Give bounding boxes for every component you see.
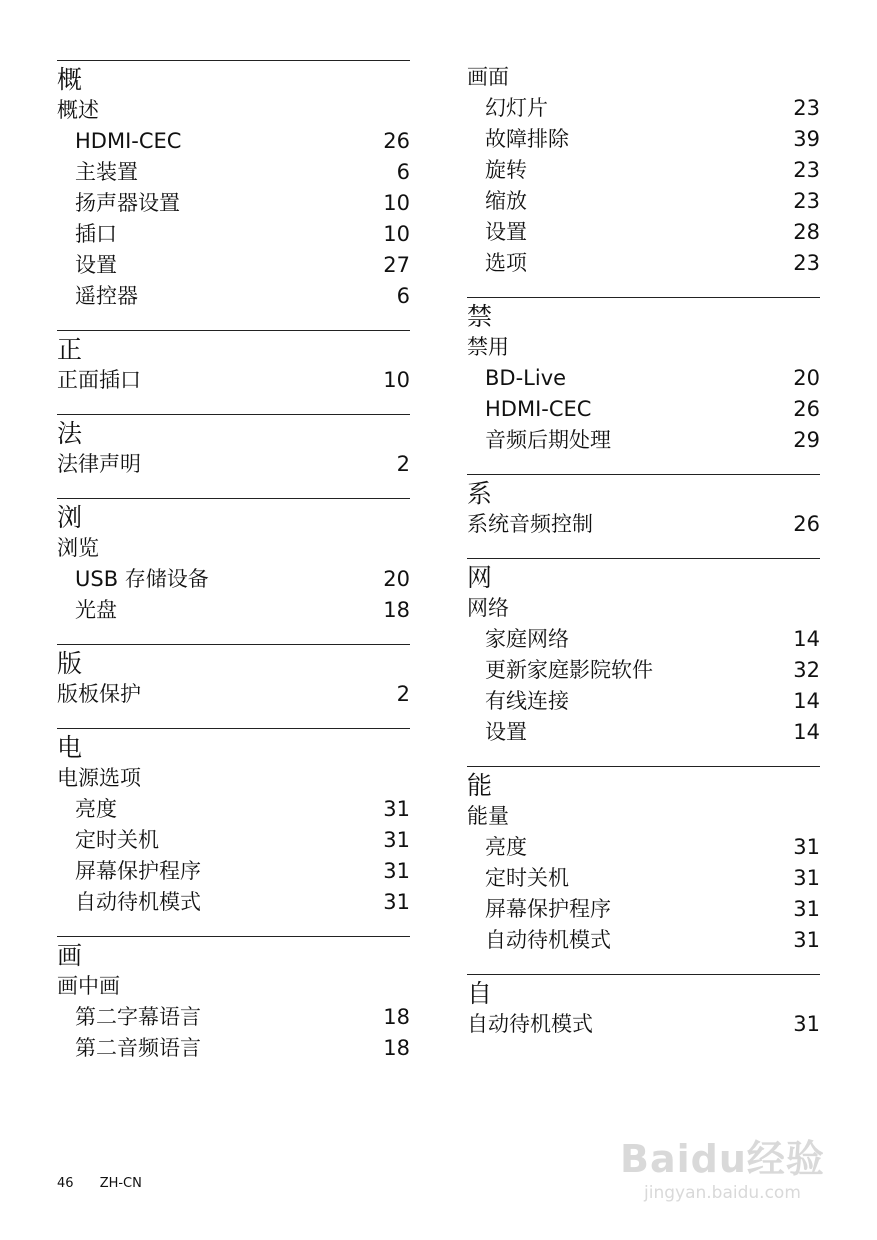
entry-label: 选项 <box>485 251 527 275</box>
entry-page-number: 23 <box>793 96 820 120</box>
index-column-right <box>467 60 820 1058</box>
index-entry <box>57 595 410 626</box>
index-heading: 画中画 <box>57 974 120 998</box>
index-entry <box>467 1009 820 1040</box>
entry-label: 自动待机模式 <box>485 928 611 952</box>
entry-label: 亮度 <box>485 835 527 859</box>
index-entry <box>57 449 410 480</box>
entry-page-number: 32 <box>793 658 820 682</box>
index-entry <box>57 219 410 250</box>
entry-page-number: 2 <box>396 682 410 706</box>
index-entry <box>467 624 820 655</box>
entry-page-number: 26 <box>793 512 820 536</box>
entry-page-number: 31 <box>793 1012 820 1036</box>
index-section <box>57 936 410 1064</box>
section-letter: 版 <box>57 649 83 678</box>
watermark-url: jingyan.baidu.com <box>644 1183 801 1203</box>
entry-label: 自动待机模式 <box>75 890 201 914</box>
entry-page-number: 10 <box>383 368 410 392</box>
entry-page-number: 18 <box>383 1036 410 1060</box>
index-section <box>467 766 820 956</box>
entry-page-number: 18 <box>383 598 410 622</box>
entry-label: 第二字幕语言 <box>75 1005 201 1029</box>
entry-page-number: 14 <box>793 720 820 744</box>
index-entry <box>467 686 820 717</box>
entry-page-number: 20 <box>383 567 410 591</box>
entry-page-number: 6 <box>396 284 410 308</box>
index-entry <box>57 365 410 396</box>
entry-page-number: 10 <box>383 222 410 246</box>
entry-label: 自动待机模式 <box>467 1012 593 1036</box>
entry-page-number: 39 <box>793 127 820 151</box>
index-section <box>467 474 820 540</box>
index-entry <box>57 1002 410 1033</box>
index-entry <box>467 186 820 217</box>
entry-page-number: 10 <box>383 191 410 215</box>
index-entry <box>467 509 820 540</box>
entry-label: HDMI-CEC <box>485 397 592 421</box>
entry-page-number: 31 <box>793 835 820 859</box>
entry-label: 设置 <box>485 220 527 244</box>
entry-label: 定时关机 <box>485 866 569 890</box>
entry-page-number: 31 <box>383 859 410 883</box>
entry-label: 家庭网络 <box>485 627 569 651</box>
entry-label: 光盘 <box>75 598 117 622</box>
index-entry <box>57 679 410 710</box>
entry-page-number: 14 <box>793 689 820 713</box>
entry-label: 亮度 <box>75 797 117 821</box>
index-entry <box>57 126 410 157</box>
index-heading: 电源选项 <box>57 766 141 790</box>
index-section <box>57 414 410 480</box>
section-letter: 自 <box>467 979 493 1008</box>
index-heading: 禁用 <box>467 335 509 359</box>
section-letter: 浏 <box>57 503 83 532</box>
entry-page-number: 31 <box>383 890 410 914</box>
section-letter: 概 <box>57 65 83 94</box>
entry-label: 更新家庭影院软件 <box>485 658 653 682</box>
index-section <box>467 974 820 1040</box>
entry-label: 故障排除 <box>485 127 569 151</box>
index-entry <box>57 564 410 595</box>
entry-label: 有线连接 <box>485 689 569 713</box>
index-entry <box>467 832 820 863</box>
index-entry <box>57 825 410 856</box>
section-letter: 网 <box>467 563 493 592</box>
index-entry <box>467 155 820 186</box>
entry-page-number: 26 <box>383 129 410 153</box>
entry-label: 主装置 <box>75 160 138 184</box>
page-footer <box>57 1176 142 1191</box>
index-heading: 画面 <box>467 65 509 89</box>
index-entry <box>57 887 410 918</box>
index-section <box>467 297 820 456</box>
entry-page-number: 23 <box>793 251 820 275</box>
entry-page-number: 28 <box>793 220 820 244</box>
entry-label: 第二音频语言 <box>75 1036 201 1060</box>
index-heading: 能量 <box>467 804 509 828</box>
entry-page-number: 31 <box>793 897 820 921</box>
index-entry <box>57 157 410 188</box>
entry-label: BD-Live <box>485 366 567 390</box>
index-entry <box>467 124 820 155</box>
entry-page-number: 23 <box>793 189 820 213</box>
entry-label: 缩放 <box>485 189 527 213</box>
entry-page-number: 2 <box>396 452 410 476</box>
index-entry <box>467 425 820 456</box>
entry-label: 旋转 <box>485 158 527 182</box>
index-section <box>57 60 410 312</box>
language-code: ZH-CN <box>99 1176 142 1191</box>
section-letter: 系 <box>467 479 493 508</box>
section-letter: 电 <box>57 733 83 762</box>
index-section <box>57 498 410 626</box>
entry-page-number: 31 <box>793 866 820 890</box>
entry-label: 幻灯片 <box>485 96 548 120</box>
index-entry <box>467 863 820 894</box>
index-entry <box>57 281 410 312</box>
index-entry <box>467 93 820 124</box>
page-number: 46 <box>57 1176 74 1191</box>
entry-label: 屏幕保护程序 <box>485 897 611 921</box>
entry-label: USB 存储设备 <box>75 567 209 591</box>
index-entry <box>57 188 410 219</box>
index-entry <box>467 894 820 925</box>
watermark-logo: Baidu经验 <box>620 1137 825 1181</box>
entry-label: HDMI-CEC <box>75 129 182 153</box>
index-entry <box>57 250 410 281</box>
index-section <box>467 558 820 748</box>
index-entry <box>467 655 820 686</box>
section-letter: 正 <box>57 335 83 364</box>
entry-page-number: 26 <box>793 397 820 421</box>
index-entry <box>57 856 410 887</box>
entry-label: 屏幕保护程序 <box>75 859 201 883</box>
index-entry <box>57 1033 410 1064</box>
index-entry <box>467 248 820 279</box>
entry-label: 音频后期处理 <box>485 428 611 452</box>
index-section <box>467 60 820 279</box>
entry-page-number: 14 <box>793 627 820 651</box>
section-letter: 能 <box>467 771 493 800</box>
entry-page-number: 23 <box>793 158 820 182</box>
section-letter: 法 <box>57 419 83 448</box>
entry-label: 定时关机 <box>75 828 159 852</box>
index-entry <box>467 363 820 394</box>
index-entry <box>57 794 410 825</box>
index-entry <box>467 394 820 425</box>
section-letter: 禁 <box>467 302 493 331</box>
entry-label: 版板保护 <box>57 682 141 706</box>
entry-label: 设置 <box>485 720 527 744</box>
entry-label: 法律声明 <box>57 452 141 476</box>
entry-label: 遥控器 <box>75 284 138 308</box>
baidu-watermark <box>620 1128 825 1203</box>
index-entry <box>467 717 820 748</box>
entry-page-number: 29 <box>793 428 820 452</box>
entry-page-number: 31 <box>383 828 410 852</box>
index-entry <box>467 217 820 248</box>
index-section <box>57 644 410 710</box>
section-letter: 画 <box>57 941 83 970</box>
entry-label: 扬声器设置 <box>75 191 180 215</box>
entry-label: 正面插口 <box>57 368 141 392</box>
entry-label: 系统音频控制 <box>467 512 593 536</box>
entry-page-number: 31 <box>383 797 410 821</box>
entry-page-number: 18 <box>383 1005 410 1029</box>
index-section <box>57 728 410 918</box>
index-section <box>57 330 410 396</box>
index-column-left <box>57 60 410 1082</box>
index-heading: 浏览 <box>57 536 99 560</box>
entry-label: 设置 <box>75 253 117 277</box>
entry-page-number: 27 <box>383 253 410 277</box>
entry-label: 插口 <box>75 222 117 246</box>
entry-page-number: 20 <box>793 366 820 390</box>
entry-page-number: 6 <box>396 160 410 184</box>
index-heading: 概述 <box>57 98 99 122</box>
index-entry <box>467 925 820 956</box>
index-heading: 网络 <box>467 596 509 620</box>
entry-page-number: 31 <box>793 928 820 952</box>
